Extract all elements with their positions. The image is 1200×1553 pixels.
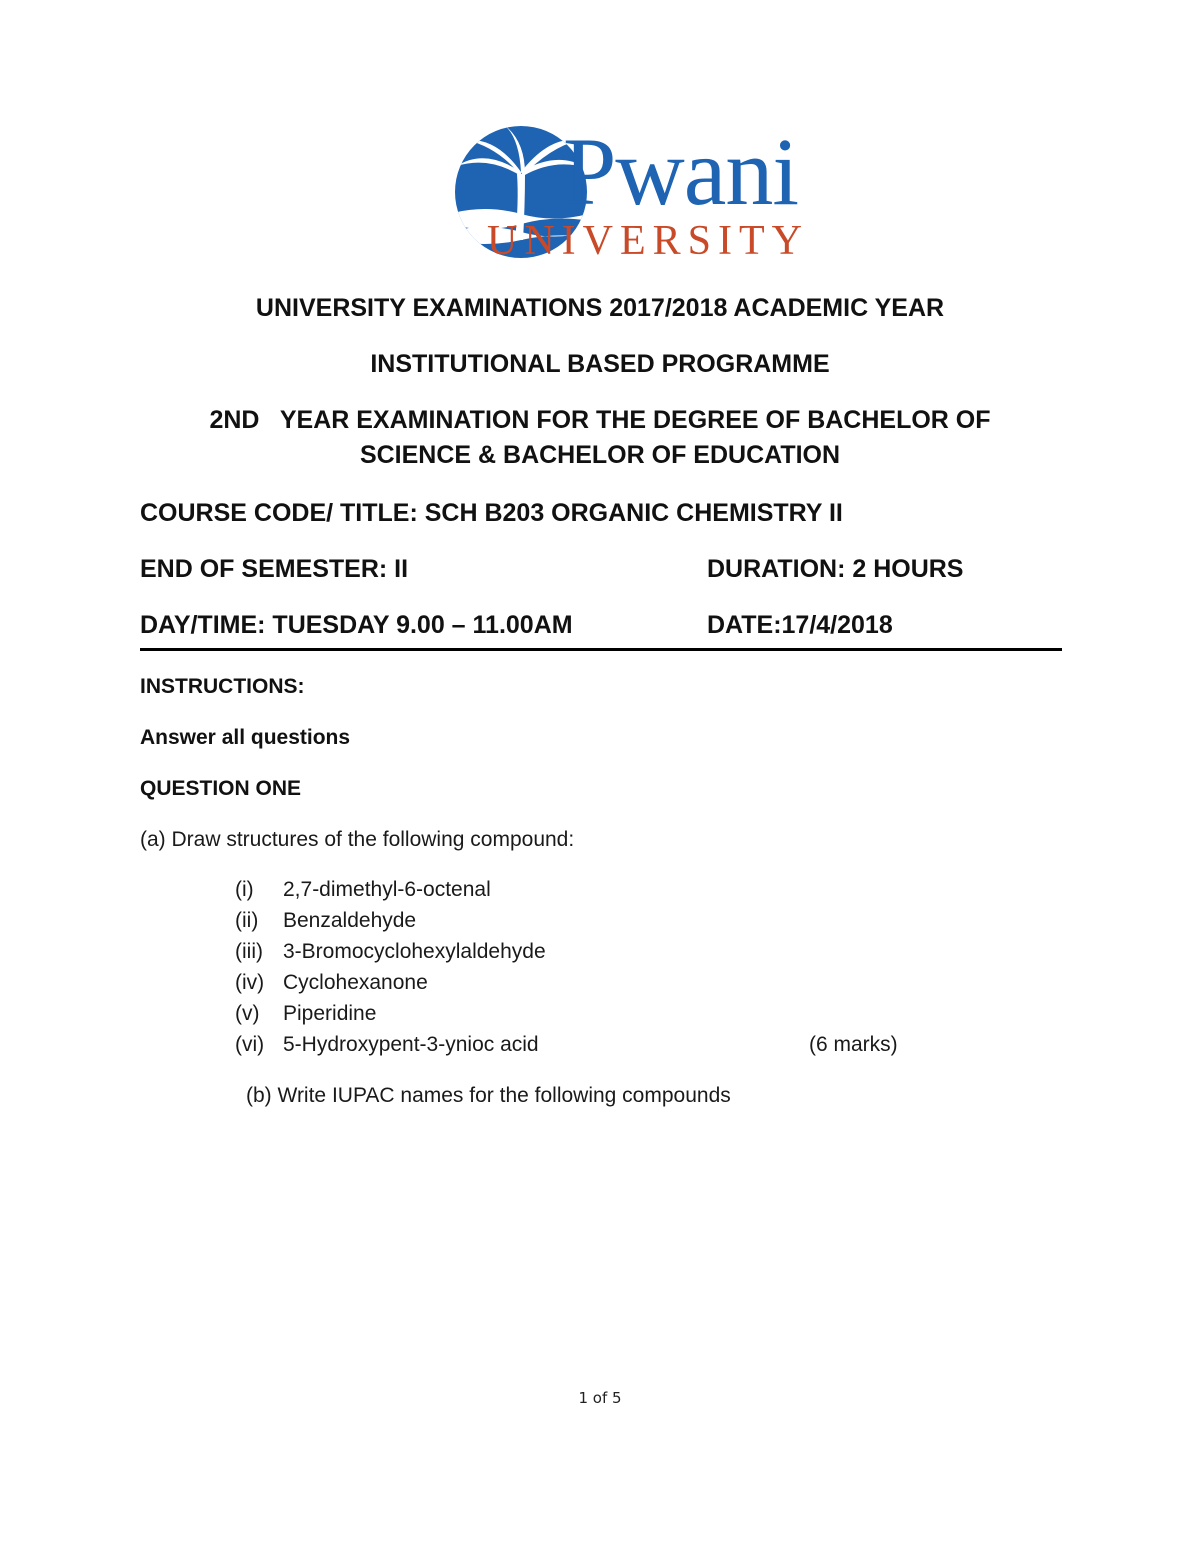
marks-label: (6 marks): [809, 1033, 898, 1056]
list-item-text: 5-Hydroxypent-3-ynioc acid: [283, 1033, 539, 1056]
list-item-number: (iii): [235, 940, 263, 963]
university-logo: [445, 118, 809, 264]
page-number: 1 of 5: [578, 1389, 622, 1407]
list-item-number: (i): [235, 878, 254, 901]
list-item-text: 2,7-dimethyl-6-octenal: [283, 878, 491, 901]
date-label: DATE:17/4/2018: [707, 611, 893, 639]
list-item-text: Piperidine: [283, 1002, 377, 1025]
header-divider: [140, 648, 1062, 651]
list-item-number: (ii): [235, 909, 259, 932]
logo-subtitle: UNIVERSITY: [487, 218, 809, 264]
duration-label: DURATION: 2 HOURS: [707, 555, 964, 583]
instructions-text: Answer all questions: [140, 726, 351, 749]
list-item-number: (v): [235, 1002, 260, 1025]
list-item-text: Benzaldehyde: [283, 909, 417, 932]
list-item-text: 3-Bromocyclohexylaldehyde: [283, 940, 546, 963]
list-item-number: (vi): [235, 1033, 265, 1056]
instructions-heading: INSTRUCTIONS:: [140, 675, 305, 698]
logo-wordmark: Pwani: [563, 118, 798, 225]
semester-label: END OF SEMESTER: II: [140, 555, 409, 583]
course-code-title: COURSE CODE/ TITLE: SCH B203 ORGANIC CHEMISTRY II: [140, 499, 843, 527]
list-item-number: (iv): [235, 971, 265, 994]
degree-line-2: SCIENCE & BACHELOR OF EDUCATION: [359, 441, 841, 469]
degree-line-1: 2ND YEAR EXAMINATION FOR THE DEGREE OF BACHELOR OF: [209, 406, 991, 434]
day-time-label: DAY/TIME: TUESDAY 9.00 – 11.00AM: [140, 611, 573, 639]
question-part-b: (b) Write IUPAC names for the following compounds: [246, 1084, 731, 1107]
exam-title: UNIVERSITY EXAMINATIONS 2017/2018 ACADEMIC YEAR: [255, 294, 945, 322]
list-item-text: Cyclohexanone: [283, 971, 428, 994]
question-one-heading: QUESTION ONE: [140, 777, 302, 800]
question-part-a: (a) Draw structures of the following compound:: [140, 828, 575, 851]
programme-title: INSTITUTIONAL BASED PROGRAMME: [370, 350, 830, 378]
